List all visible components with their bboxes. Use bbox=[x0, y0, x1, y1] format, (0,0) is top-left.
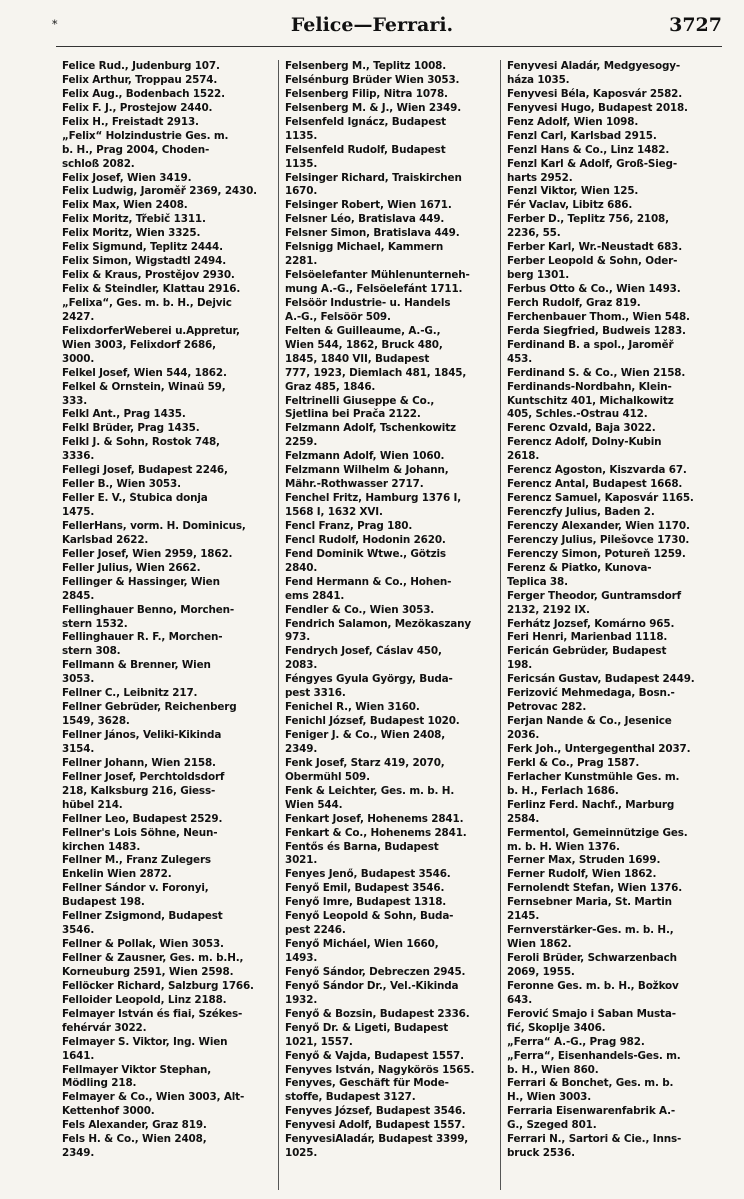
entry-line: Fenyves József, Budapest 3546. bbox=[285, 1105, 466, 1118]
entry-line: Petrovac 282. bbox=[507, 701, 587, 714]
entry-line: Teplica 38. bbox=[507, 575, 568, 588]
entry-line: Budapest 198. bbox=[62, 896, 145, 909]
entry-line: mung A.-G., Felsöelefánt 1711. bbox=[285, 283, 463, 295]
entry-line: Ferber D., Teplitz 756, 2108, bbox=[507, 213, 669, 226]
entry-line: Ferk Joh., Untergegenthal 2037. bbox=[507, 742, 691, 755]
entry-line: pest 3316. bbox=[285, 687, 346, 700]
entry-line: Ferchenbauer Thom., Wien 548. bbox=[507, 310, 690, 323]
entry-line: Ferizović Mehmedaga, Bosn.- bbox=[507, 687, 675, 700]
entry-line: Fenyvesi Hugo, Budapest 2018. bbox=[507, 101, 688, 114]
entry-line: 2349. bbox=[62, 1147, 95, 1160]
entry-line: Felix Ludwig, Jaroměř 2369, 2430. bbox=[62, 185, 257, 198]
entry-line: 1641. bbox=[62, 1049, 95, 1062]
entry-line: m. b. H. Wien 1376. bbox=[507, 840, 620, 853]
entry-line: 1932. bbox=[285, 993, 318, 1006]
entry-line: Kuntschitz 401, Michalkowitz bbox=[507, 394, 674, 407]
entry-line: 2036. bbox=[507, 729, 540, 741]
entry-line: Fels H. & Co., Wien 2408, bbox=[62, 1133, 207, 1146]
entry-line: Fenk & Leichter, Ges. m. b. H. bbox=[285, 784, 455, 797]
entry-line: Ferenczfy Julius, Baden 2. bbox=[507, 506, 655, 518]
entry-line: Fenkart & Co., Hohenems 2841. bbox=[285, 826, 467, 839]
entry-line: Felice Rud., Judenburg 107. bbox=[62, 60, 220, 72]
entry-line: Fermentol, Gemeinnützige Ges. bbox=[507, 826, 688, 839]
entry-line: Ferencz Antal, Budapest 1668. bbox=[507, 478, 683, 491]
entry-line: Fenyves István, Nagykörös 1565. bbox=[285, 1063, 475, 1076]
entry-line: fić, Skoplje 3406. bbox=[507, 1021, 606, 1034]
entry-line: fehérvár 3022. bbox=[62, 1021, 147, 1034]
entry-line: 198. bbox=[507, 659, 533, 672]
entry-line: Ferlacher Kunstmühle Ges. m. bbox=[507, 770, 680, 783]
entry-line: 3000. bbox=[62, 352, 95, 365]
entry-line: Fenzl Hans & Co., Linz 1482. bbox=[507, 143, 670, 156]
column-right bbox=[500, 60, 722, 1190]
entry-line: Felsenberg M., Teplitz 1008. bbox=[285, 60, 447, 72]
entry-line: 3021. bbox=[285, 854, 318, 867]
entry-line: b. H., Prag 2004, Choden- bbox=[62, 143, 210, 156]
entry-line: Felsöelefanter Mühlenunterneh- bbox=[285, 269, 470, 282]
entry-line: Felix Aug., Bodenbach 1522. bbox=[62, 87, 225, 100]
entry-line: Fend Hermann & Co., Hohen- bbox=[285, 575, 452, 588]
entry-line: Fenyvesi Aladár, Medgyesogy- bbox=[507, 60, 681, 72]
entry-line: Wien 3003, Felixdorf 2686, bbox=[62, 338, 216, 351]
entry-line: Fenyves, Geschäft für Mode- bbox=[285, 1077, 449, 1090]
entry-line: Fellinghauer Benno, Morchen- bbox=[62, 603, 235, 616]
entry-line: Felzmann Wilhelm & Johann, bbox=[285, 464, 449, 477]
entry-line: Felsner Simon, Bratislava 449. bbox=[285, 227, 460, 240]
entry-line: Feller Julius, Wien 2662. bbox=[62, 561, 201, 574]
entry-line: Feller Josef, Wien 2959, 1862. bbox=[62, 547, 233, 560]
entry-line: Fellner & Pollak, Wien 3053. bbox=[62, 938, 224, 951]
entry-line: Ferhátz Jozsef, Komárno 965. bbox=[507, 617, 675, 630]
entry-line: Fellner's Lois Söhne, Neun- bbox=[62, 826, 218, 839]
entry-line: Ferencz Samuel, Kaposvár 1165. bbox=[507, 492, 694, 505]
entry-line: Wien 544, 1862, Bruck 480, bbox=[285, 338, 443, 351]
entry-line: Felix Moritz, Třebič 1311. bbox=[62, 213, 206, 226]
entry-line: hübel 214. bbox=[62, 798, 123, 811]
entry-line: 2349. bbox=[285, 742, 318, 755]
entry-line: Korneuburg 2591, Wien 2598. bbox=[62, 965, 234, 978]
entry-line: Ferner Max, Struden 1699. bbox=[507, 854, 661, 867]
entry-line: Fellner M., Franz Zulegers bbox=[62, 854, 211, 867]
entry-line: 2145. bbox=[507, 910, 540, 923]
entry-line: Fenyvesi Béla, Kaposvár 2582. bbox=[507, 87, 683, 100]
entry-line: 1021, 1557. bbox=[285, 1035, 353, 1048]
page-title: Felice—Ferrari. bbox=[290, 14, 454, 36]
entry-line: Fenyő Dr. & Ligeti, Budapest bbox=[285, 1021, 449, 1034]
entry-line: Fellinger & Hassinger, Wien bbox=[62, 575, 220, 588]
entry-line: Fernsebner Maria, St. Martin bbox=[507, 896, 672, 909]
column-left bbox=[56, 60, 278, 1190]
entry-line: Fellöcker Richard, Salzburg 1766. bbox=[62, 979, 254, 992]
entry-line: Enkelin Wien 2872. bbox=[62, 868, 172, 881]
entry-line: Ferdinands-Nordbahn, Klein- bbox=[507, 380, 672, 393]
entry-line: Ferger Theodor, Guntramsdorf bbox=[507, 589, 681, 602]
entry-line: Felkl Ant., Prag 1435. bbox=[62, 408, 186, 421]
entry-line: Kettenhof 3000. bbox=[62, 1105, 155, 1118]
entry-line: Fenichl József, Budapest 1020. bbox=[285, 715, 460, 728]
entry-line: 2427. bbox=[62, 310, 95, 323]
entry-line: 1475. bbox=[62, 506, 95, 518]
entry-line: Fenkart Josef, Hohenems 2841. bbox=[285, 812, 464, 825]
entry-line: 2236, 55. bbox=[507, 227, 561, 240]
entry-line: Felsénburg Brüder Wien 3053. bbox=[285, 73, 460, 86]
entry-line: Felten & Guilleaume, A.-G., bbox=[285, 324, 441, 337]
entry-line: Fenyő Leopold & Sohn, Buda- bbox=[285, 910, 454, 923]
entry-line: Fellner Sándor v. Foronyi, bbox=[62, 882, 209, 895]
entry-line: „Felix“ Holzindustrie Ges. m. bbox=[62, 129, 229, 142]
entry-line: Fenyvesi Adolf, Budapest 1557. bbox=[285, 1119, 466, 1132]
entry-line: Fenzl Karl & Adolf, Groß-Sieg- bbox=[507, 157, 678, 170]
entry-line: Felkel Josef, Wien 544, 1862. bbox=[62, 366, 227, 379]
entry-line: háza 1035. bbox=[507, 73, 570, 86]
entry-line: Wien 1862. bbox=[507, 938, 572, 951]
entry-line: 2845. bbox=[62, 589, 95, 602]
entry-line: Ferović Smajo i Šaban Musta- bbox=[507, 1007, 676, 1020]
entry-line: 777, 1923, Diemlach 481, 1845, bbox=[285, 366, 467, 379]
entry-line: Felsnigg Michael, Kammern bbox=[285, 241, 444, 254]
entry-line: Felix & Steindler, Klattau 2916. bbox=[62, 283, 241, 295]
entry-line: Fenyő Micháel, Wien 1660, bbox=[285, 938, 439, 951]
entry-line: FenyvesiAladár, Budapest 3399, bbox=[285, 1133, 469, 1146]
entry-line: „Ferra“ A.-G., Prag 982. bbox=[507, 1035, 645, 1048]
entry-line: Fernverstärker-Ges. m. b. H., bbox=[507, 924, 674, 937]
entry-line: Felix Simon, Wigstadtl 2494. bbox=[62, 255, 227, 268]
entry-line: Fellmann & Brenner, Wien bbox=[62, 659, 211, 672]
entry-line: Ferjan Nande & Co., Jesenice bbox=[507, 715, 672, 728]
entry-line: Fels Alexander, Graz 819. bbox=[62, 1119, 207, 1132]
entry-line: Féngyes Gyula György, Buda- bbox=[285, 673, 453, 686]
entry-line: Fenyes Jenő, Budapest 3546. bbox=[285, 868, 451, 881]
entry-line: Ferenczy Simon, Potureň 1259. bbox=[507, 547, 686, 560]
entry-line: 2618. bbox=[507, 450, 540, 463]
entry-line: Ferner Rudolf, Wien 1862. bbox=[507, 868, 657, 881]
entry-line: 3053. bbox=[62, 673, 95, 686]
entry-line: Ferdinand S. & Co., Wien 2158. bbox=[507, 366, 686, 379]
entry-line: Felix Moritz, Wien 3325. bbox=[62, 227, 201, 240]
entry-line: Felix H., Freistadt 2913. bbox=[62, 115, 199, 128]
entry-line: bruck 2536. bbox=[507, 1147, 575, 1160]
entry-line: Wien 544. bbox=[285, 798, 343, 811]
entry-line: 2259. bbox=[285, 436, 318, 449]
entry-line: Feller B., Wien 3053. bbox=[62, 478, 181, 491]
page-header bbox=[0, 14, 744, 44]
entry-line: Fenyő & Bozsin, Budapest 2336. bbox=[285, 1007, 470, 1020]
entry-line: Fenyő Emil, Budapest 3546. bbox=[285, 882, 445, 895]
entry-line: Felsenberg Filip, Nitra 1078. bbox=[285, 87, 448, 100]
header-rule bbox=[56, 46, 722, 47]
entry-line: Feri Henri, Marienbad 1118. bbox=[507, 631, 668, 644]
entry-line: Ferlinz Ferd. Nachf., Marburg bbox=[507, 798, 675, 811]
entry-line: H., Wien 3003. bbox=[507, 1091, 592, 1104]
entry-line: Felkl J. & Sohn, Rostok 748, bbox=[62, 436, 220, 449]
entry-line: Felmayer István és fiai, Székes- bbox=[62, 1007, 243, 1020]
entry-line: 218, Kalksburg 216, Giess- bbox=[62, 784, 216, 797]
entry-line: 1845, 1840 VII, Budapest bbox=[285, 352, 430, 365]
entry-line: Karlsbad 2622. bbox=[62, 533, 149, 546]
entry-line: „Ferra“, Eisenhandels-Ges. m. bbox=[507, 1049, 681, 1062]
entry-line: 1493. bbox=[285, 952, 318, 964]
header-mark: * bbox=[52, 18, 58, 31]
entry-line: Feroli Brüder, Schwarzenbach bbox=[507, 952, 677, 964]
entry-line: Feniger J. & Co., Wien 2408, bbox=[285, 729, 446, 741]
entry-line: Mödling 218. bbox=[62, 1077, 137, 1090]
entry-line: Ferrari & Bonchet, Ges. m. b. bbox=[507, 1077, 674, 1090]
entry-line: Ferencz Adolf, Dolny-Kubin bbox=[507, 436, 662, 449]
entry-line: Fenk Josef, Starz 419, 2070, bbox=[285, 756, 445, 769]
entry-line: 2132, 2192 IX. bbox=[507, 603, 590, 616]
page-number: 3727 bbox=[669, 14, 722, 36]
entry-line: 405, Schles.-Ostrau 412. bbox=[507, 408, 648, 421]
entry-line: Ferenczy Julius, Pilešovce 1730. bbox=[507, 533, 690, 546]
entry-line: Felix F. J., Prostejow 2440. bbox=[62, 101, 213, 114]
entry-line: Fér Vaclav, Libitz 686. bbox=[507, 199, 633, 212]
entry-line: 2584. bbox=[507, 812, 540, 825]
entry-line: Fellner Zsigmond, Budapest bbox=[62, 910, 223, 923]
entry-line: Graz 485, 1846. bbox=[285, 380, 376, 393]
entry-line: stern 1532. bbox=[62, 617, 128, 630]
entry-line: Felix Max, Wien 2408. bbox=[62, 199, 188, 212]
entry-line: Ferenc Ozvald, Baja 3022. bbox=[507, 422, 656, 435]
entry-line: Felix Josef, Wien 3419. bbox=[62, 171, 192, 184]
entry-line: 2840. bbox=[285, 561, 318, 574]
entry-line: Felsenfeld Ignácz, Budapest bbox=[285, 115, 446, 128]
entry-line: Felkl Brüder, Prag 1435. bbox=[62, 422, 200, 435]
entry-line: Ferencz Ágoston, Kiszvarda 67. bbox=[507, 464, 687, 477]
entry-line: pest 2246. bbox=[285, 924, 346, 937]
entry-line: Ferber Karl, Wr.-Neustadt 683. bbox=[507, 241, 683, 254]
entry-line: Fellner János, Veliki-Kikinda bbox=[62, 729, 222, 741]
entry-line: Felsinger Richard, Traiskirchen bbox=[285, 171, 462, 184]
entry-line: Ferenczy Alexander, Wien 1170. bbox=[507, 519, 690, 532]
entry-line: 3546. bbox=[62, 924, 95, 937]
entry-line: 3336. bbox=[62, 450, 95, 463]
entry-line: Fellinghauer R. F., Morchen- bbox=[62, 631, 223, 644]
entry-line: b. H., Ferlach 1686. bbox=[507, 784, 619, 797]
entry-line: 1670. bbox=[285, 185, 318, 198]
entry-line: 643. bbox=[507, 993, 533, 1006]
entry-line: 2069, 1955. bbox=[507, 965, 575, 978]
entry-line: Ferenz & Piatko, Kunova- bbox=[507, 561, 652, 574]
entry-line: Ferch Rudolf, Graz 819. bbox=[507, 296, 641, 309]
entry-line: Ferdinand B. a spol., Jaroměř bbox=[507, 338, 674, 351]
entry-line: Fenz Adolf, Wien 1098. bbox=[507, 115, 639, 128]
entry-line: 1549, 3628. bbox=[62, 715, 130, 728]
entry-line: Fenyő Sándor, Debreczen 2945. bbox=[285, 965, 466, 978]
entry-line: Fend Dominik Wtwe., Götzis bbox=[285, 547, 446, 560]
entry-line: Felsöör Industrie- u. Handels bbox=[285, 296, 451, 309]
entry-line: Fellner Leo, Budapest 2529. bbox=[62, 812, 223, 825]
entry-line: Felzmann Adolf, Wien 1060. bbox=[285, 450, 445, 463]
entry-line: Fellegi Josef, Budapest 2246, bbox=[62, 464, 228, 477]
entry-line: Fenzl Viktor, Wien 125. bbox=[507, 185, 639, 198]
entry-line: Fenyő Imre, Budapest 1318. bbox=[285, 896, 447, 909]
entry-line: Ferda Siegfried, Budweis 1283. bbox=[507, 324, 686, 337]
entry-line: Fenzl Carl, Karlsbad 2915. bbox=[507, 129, 657, 142]
entry-line: Ferkl & Co., Prag 1587. bbox=[507, 756, 640, 769]
entry-line: Felmayer & Co., Wien 3003, Alt- bbox=[62, 1091, 245, 1104]
entry-line: Felmayer S. Viktor, Ing. Wien bbox=[62, 1035, 228, 1048]
entry-line: Felloider Leopold, Linz 2188. bbox=[62, 993, 227, 1006]
entry-line: Ferraria Eisenwarenfabrik A.- bbox=[507, 1105, 676, 1118]
entry-line: 453. bbox=[507, 352, 533, 365]
entry-line: Fencl Franz, Prag 180. bbox=[285, 519, 413, 532]
directory-columns bbox=[56, 60, 722, 1190]
entry-line: 2281. bbox=[285, 255, 318, 268]
entry-line: Fenchel Fritz, Hamburg 1376 I, bbox=[285, 492, 462, 505]
entry-line: 1135. bbox=[285, 129, 318, 142]
entry-line: Ferrari N., Sartori & Cie., Inns- bbox=[507, 1133, 682, 1146]
entry-line: Fericán Gebrüder, Budapest bbox=[507, 645, 667, 658]
entry-line: FellerHans, vorm. H. Dominicus, bbox=[62, 519, 246, 532]
entry-line: Fenyő & Vajda, Budapest 1557. bbox=[285, 1049, 464, 1062]
entry-line: Fencl Rudolf, Hodonin 2620. bbox=[285, 533, 446, 546]
entry-line: 3154. bbox=[62, 742, 95, 755]
entry-line: Ferbus Otto & Co., Wien 1493. bbox=[507, 283, 681, 295]
entry-line: 2083. bbox=[285, 659, 318, 672]
entry-line: stern 308. bbox=[62, 645, 121, 658]
entry-line: Ferber Leopold & Sohn, Oder- bbox=[507, 255, 678, 268]
entry-line: Feltrinelli Giuseppe & Co., bbox=[285, 394, 435, 407]
entry-line: Fellner & Zausner, Ges. m. b.H., bbox=[62, 952, 244, 964]
entry-line: Fendrich Salamon, Mezökaszany bbox=[285, 617, 471, 630]
entry-line: Fentős és Barna, Budapest bbox=[285, 840, 439, 853]
entry-line: schloß 2082. bbox=[62, 157, 135, 170]
entry-line: Fernolendt Stefan, Wien 1376. bbox=[507, 882, 683, 895]
entry-line: harts 2952. bbox=[507, 171, 573, 184]
entry-line: Felix Arthur, Troppau 2574. bbox=[62, 73, 218, 86]
entry-line: 1568 I, 1632 XVI. bbox=[285, 506, 383, 518]
entry-line: Felsenberg M. & J., Wien 2349. bbox=[285, 101, 461, 114]
entry-line: „Felixa“, Ges. m. b. H., Dejvic bbox=[62, 296, 232, 309]
column-middle bbox=[278, 60, 500, 1190]
entry-line: Felix & Kraus, Prostějov 2930. bbox=[62, 269, 235, 282]
entry-line: Fenichel R., Wien 3160. bbox=[285, 701, 420, 714]
entry-line: berg 1301. bbox=[507, 269, 570, 282]
entry-line: G., Szeged 801. bbox=[507, 1119, 597, 1132]
entry-line: Fericsán Gustav, Budapest 2449. bbox=[507, 673, 695, 686]
entry-line: Mähr.-Rothwasser 2717. bbox=[285, 478, 424, 491]
entry-line: kirchen 1483. bbox=[62, 840, 141, 853]
entry-line: Feronne Ges. m. b. H., Božkov bbox=[507, 979, 679, 992]
entry-line: Felsenfeld Rudolf, Budapest bbox=[285, 143, 446, 156]
entry-line: Felsinger Robert, Wien 1671. bbox=[285, 199, 452, 212]
entry-line: 333. bbox=[62, 394, 88, 407]
entry-line: Fellner Josef, Perchtoldsdorf bbox=[62, 770, 225, 783]
entry-line: Felzmann Adolf, Tschenkowitz bbox=[285, 422, 456, 435]
entry-line: Fellner Johann, Wien 2158. bbox=[62, 756, 216, 769]
entry-line: Felix Sigmund, Teplitz 2444. bbox=[62, 241, 223, 254]
entry-line: stoffe, Budapest 3127. bbox=[285, 1091, 416, 1104]
entry-line: 1135. bbox=[285, 157, 318, 170]
entry-line: Fenyő Sándor Dr., Vel.-Kikinda bbox=[285, 979, 459, 992]
entry-line: Fellmayer Viktor Stephan, bbox=[62, 1063, 212, 1076]
entry-line: 1025. bbox=[285, 1147, 318, 1160]
entry-line: Obermühl 509. bbox=[285, 770, 370, 783]
entry-line: ems 2841. bbox=[285, 589, 345, 602]
entry-line: A.-G., Felsöör 509. bbox=[285, 310, 391, 323]
entry-line: Fendler & Co., Wien 3053. bbox=[285, 603, 435, 616]
entry-line: b. H., Wien 860. bbox=[507, 1063, 599, 1076]
entry-line: Fellner Gebrüder, Reichenberg bbox=[62, 701, 237, 714]
entry-line: Fendrych Josef, Čáslav 450, bbox=[285, 645, 442, 658]
entry-line: 973. bbox=[285, 631, 311, 644]
entry-line: Felkel & Ornstein, Winaü 59, bbox=[62, 380, 226, 393]
entry-line: Sjetlina bei Prača 2122. bbox=[285, 408, 421, 421]
entry-line: Fellner C., Leibnitz 217. bbox=[62, 687, 198, 700]
entry-line: Feller E. V., Štubica donja bbox=[62, 492, 208, 505]
entry-line: FelixdorferWeberei u.Appretur, bbox=[62, 324, 240, 337]
entry-line: Felsner Léo, Bratislava 449. bbox=[285, 213, 445, 226]
